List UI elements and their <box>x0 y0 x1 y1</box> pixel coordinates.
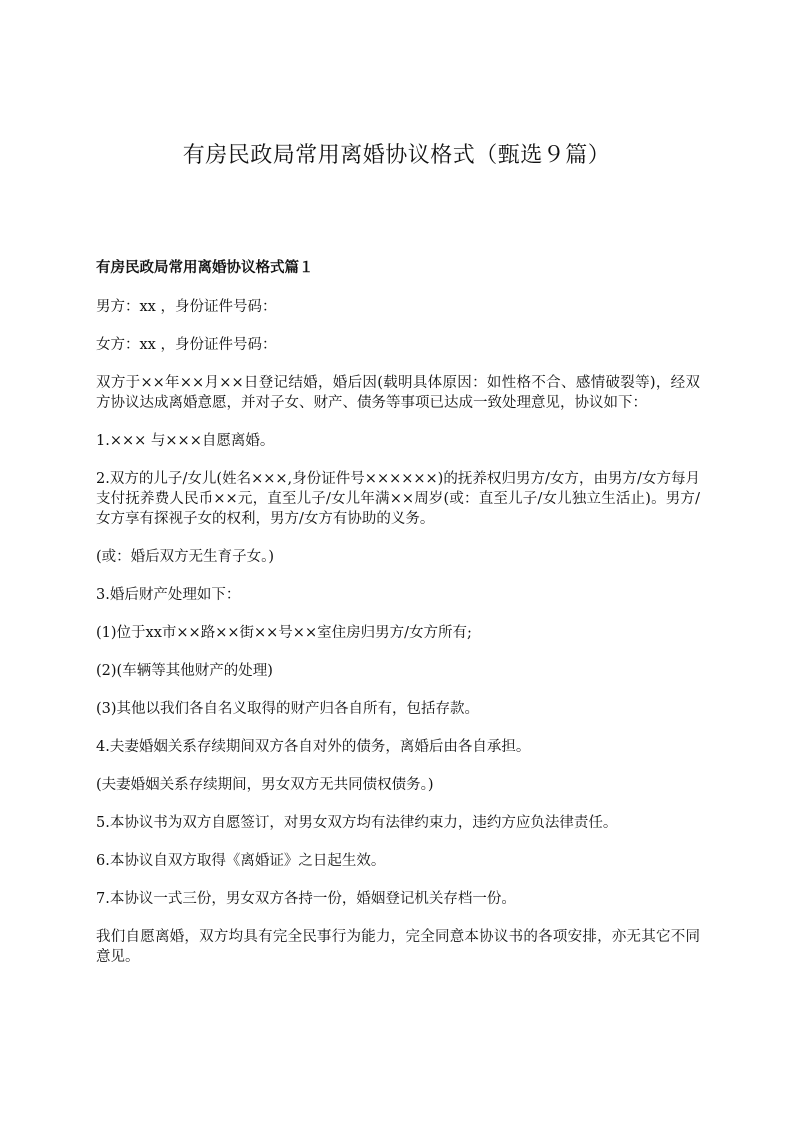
paragraph-clause-3-2: (2)(车辆等其他财产的处理) <box>96 663 273 679</box>
paragraph-clause-4-alt: (夫妻婚姻关系存续期间，男女双方无共同债权债务。) <box>96 777 434 793</box>
paragraph-clause-2: 2.双方的儿子/女儿(姓名×××,身份证件号××××××)的抚养权归男方/女方，由男方/女方每月支付抚养费人民币××元，直至儿子/女儿年满××周岁(或：直至儿子/女儿独立生活止)。男方/女方享有探视子女的权利，男方/女方有协助的义务。 <box>96 471 700 527</box>
paragraph-intro: 双方于××年××月××日登记结婚，婚后因(载明具体原因：如性格不合、感情破裂等)，经双方协议达成离婚意愿，并对子女、财产、债务等事项已达成一致处理意见，协议如下： <box>96 375 700 411</box>
paragraph-clause-5: 5.本协议书为双方自愿签订，对男女双方均有法律约束力，违约方应负法律责任。 <box>96 815 618 831</box>
paragraph-clause-7: 7.本协议一式三份，男女双方各持一份，婚姻登记机关存档一份。 <box>96 891 516 907</box>
paragraph-clause-3-1: (1)位于xx市××路××街××号××室住房归男方/女方所有; <box>96 625 472 641</box>
paragraph-clause-2-alt: (或：婚后双方无生育子女。) <box>96 549 275 565</box>
paragraph-clause-3: 3.婚后财产处理如下： <box>96 587 241 603</box>
paragraph-clause-4: 4.夫妻婚姻关系存续期间双方各自对外的债务，离婚后由各自承担。 <box>96 739 531 755</box>
paragraph-wife: 女方：xx ，身份证件号码： <box>96 337 277 353</box>
paragraph-husband: 男方：xx ，身份证件号码： <box>96 299 277 315</box>
paragraph-clause-6: 6.本协议自双方取得《离婚证》之日起生效。 <box>96 853 386 869</box>
paragraph-declaration: 我们自愿离婚，双方均具有完全民事行为能力，完全同意本协议书的各项安排，亦无其它不同意见。 <box>96 929 700 965</box>
document-body <box>96 256 700 985</box>
paragraph-clause-1: 1.××× 与×××自愿离婚。 <box>96 433 275 449</box>
paragraph-clause-3-3: (3)其他以我们各自名义取得的财产归各自所有，包括存款。 <box>96 701 480 717</box>
document-title: 有房民政局常用离婚协议格式（甄选９篇） <box>182 143 611 168</box>
section-title: 有房民政局常用离婚协议格式篇１ <box>96 259 314 276</box>
